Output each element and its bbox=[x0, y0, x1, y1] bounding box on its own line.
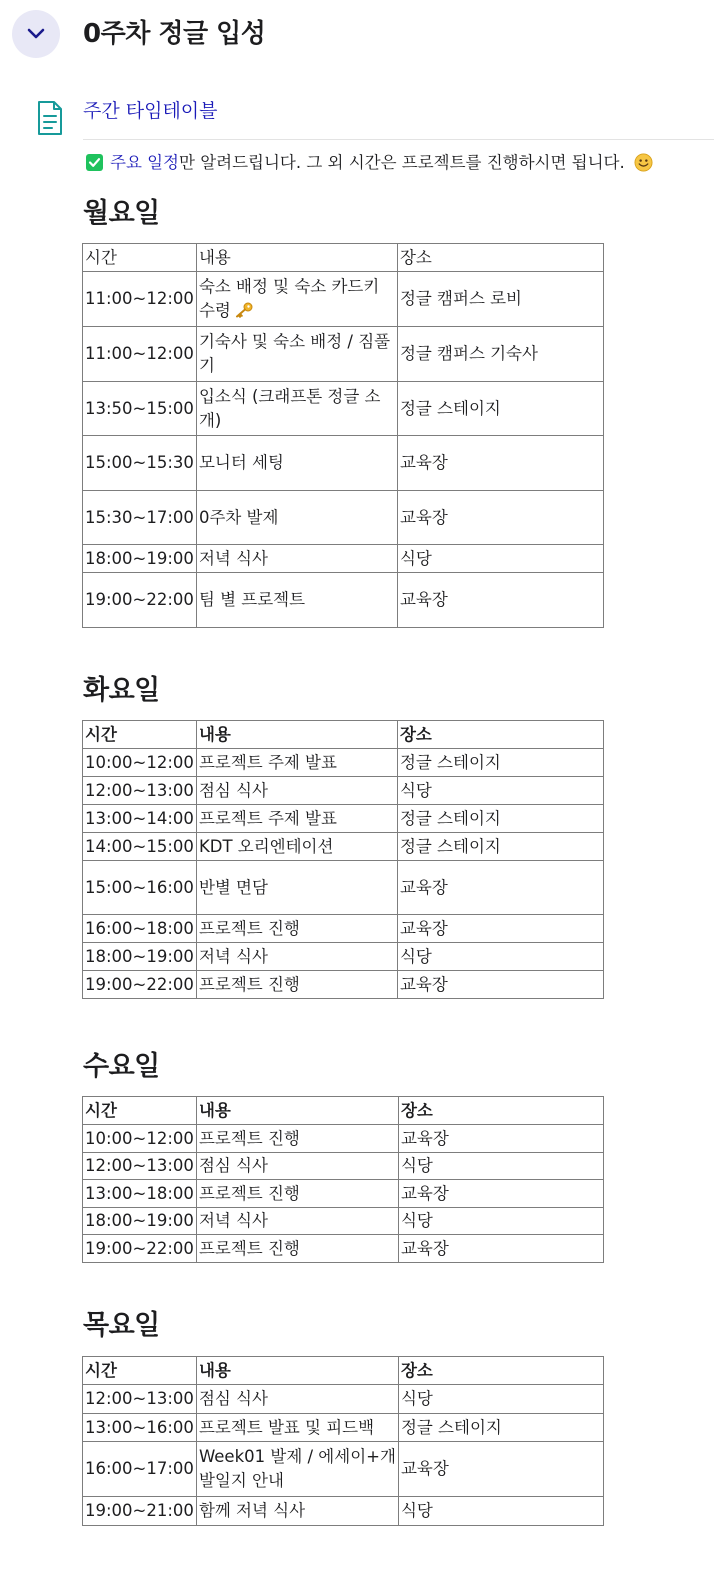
cell-time: 15:00~16:00 bbox=[83, 861, 197, 915]
cell-content: 프로젝트 발표 및 피드백 bbox=[196, 1414, 398, 1442]
key-emoji-icon bbox=[234, 302, 254, 318]
cell-place: 식당 bbox=[398, 1497, 603, 1526]
notice-text: 만 알려드립니다. 그 외 시간은 프로젝트를 진행하시면 됩니다. bbox=[179, 153, 625, 172]
cell-content: 프로젝트 진행 bbox=[196, 971, 397, 999]
cell-time: 13:00~18:00 bbox=[83, 1180, 197, 1208]
divider bbox=[83, 139, 714, 140]
table-header-row bbox=[83, 721, 604, 749]
cell-place: 교육장 bbox=[398, 1180, 603, 1208]
table-row bbox=[83, 805, 604, 833]
cell-time: 18:00~19:00 bbox=[83, 1208, 197, 1235]
table-row bbox=[83, 1385, 604, 1414]
cell-time: 12:00~13:00 bbox=[83, 1153, 197, 1180]
header-place: 장소 bbox=[397, 244, 603, 272]
table-row bbox=[83, 749, 604, 777]
page-title: 0주차 정글 입성 bbox=[83, 19, 266, 49]
cell-content: 점심 식사 bbox=[196, 777, 397, 805]
cell-place: 정글 스테이지 bbox=[398, 1414, 603, 1442]
table-row bbox=[83, 1125, 604, 1153]
table-row bbox=[83, 1414, 604, 1442]
header-time: 시간 bbox=[83, 1357, 197, 1385]
cell-time: 18:00~19:00 bbox=[83, 545, 197, 573]
cell-place: 정글 캠퍼스 기숙사 bbox=[397, 327, 603, 382]
collapse-toggle-button[interactable] bbox=[12, 10, 60, 58]
day-heading-thursday: 목요일 bbox=[83, 1310, 160, 1341]
table-row bbox=[83, 573, 604, 628]
cell-content: 저녁 식사 bbox=[196, 943, 397, 971]
cell-content: 팀 별 프로젝트 bbox=[196, 573, 397, 628]
cell-place: 정글 캠퍼스 로비 bbox=[397, 272, 603, 327]
table-row bbox=[83, 1442, 604, 1497]
header-place: 장소 bbox=[398, 1357, 603, 1385]
cell-time: 11:00~12:00 bbox=[83, 272, 197, 327]
page-header bbox=[0, 0, 714, 70]
table-row bbox=[83, 861, 604, 915]
header-time: 시간 bbox=[83, 1097, 197, 1125]
cell-place: 식당 bbox=[398, 1208, 603, 1235]
cell-place: 식당 bbox=[397, 777, 603, 805]
cell-content bbox=[196, 272, 397, 327]
smile-emoji-icon bbox=[634, 153, 653, 172]
table-header-row bbox=[83, 1097, 604, 1125]
cell-content: 함께 저녁 식사 bbox=[196, 1497, 398, 1526]
header-content: 내용 bbox=[196, 244, 397, 272]
cell-place: 교육장 bbox=[398, 1125, 603, 1153]
table-row bbox=[83, 491, 604, 545]
key-schedule-link[interactable]: 주요 일정 bbox=[110, 153, 180, 172]
table-header-row bbox=[83, 244, 604, 272]
cell-content: 프로젝트 진행 bbox=[196, 1125, 398, 1153]
checkbox-checked-icon bbox=[86, 154, 103, 171]
cell-place: 교육장 bbox=[397, 573, 603, 628]
cell-time: 10:00~12:00 bbox=[83, 749, 197, 777]
schedule-table-tuesday bbox=[82, 720, 604, 999]
cell-place: 교육장 bbox=[397, 971, 603, 999]
table-row bbox=[83, 327, 604, 382]
table-row bbox=[83, 971, 604, 999]
day-heading-monday: 월요일 bbox=[83, 198, 160, 229]
cell-place: 교육장 bbox=[397, 915, 603, 943]
cell-place: 식당 bbox=[397, 545, 603, 573]
cell-content: 저녁 식사 bbox=[196, 1208, 398, 1235]
cell-content: Week01 발제 / 에세이+개발일지 안내 bbox=[196, 1442, 398, 1497]
table-row bbox=[83, 545, 604, 573]
cell-time: 13:50~15:00 bbox=[83, 382, 197, 436]
cell-content: 반별 면담 bbox=[196, 861, 397, 915]
table-row bbox=[83, 777, 604, 805]
table-row bbox=[83, 1153, 604, 1180]
header-time: 시간 bbox=[83, 721, 197, 749]
notice-line bbox=[86, 150, 653, 176]
cell-time: 19:00~22:00 bbox=[83, 1235, 197, 1263]
cell-time: 19:00~22:00 bbox=[83, 971, 197, 999]
cell-content: KDT 오리엔테이션 bbox=[196, 833, 397, 861]
cell-place: 교육장 bbox=[397, 861, 603, 915]
table-row bbox=[83, 1180, 604, 1208]
cell-place: 식당 bbox=[397, 943, 603, 971]
schedule-table-monday bbox=[82, 243, 604, 628]
cell-place: 교육장 bbox=[398, 1442, 603, 1497]
cell-time: 12:00~13:00 bbox=[83, 1385, 197, 1414]
cell-content: 기숙사 및 숙소 배정 / 짐풀기 bbox=[196, 327, 397, 382]
cell-content: 프로젝트 진행 bbox=[196, 1235, 398, 1263]
header-content: 내용 bbox=[196, 1357, 398, 1385]
cell-time: 19:00~21:00 bbox=[83, 1497, 197, 1526]
table-row bbox=[83, 436, 604, 491]
cell-content: 프로젝트 진행 bbox=[196, 1180, 398, 1208]
day-heading-wednesday: 수요일 bbox=[83, 1051, 160, 1082]
table-row bbox=[83, 1497, 604, 1526]
cell-content: 저녁 식사 bbox=[196, 545, 397, 573]
document-icon bbox=[36, 100, 64, 136]
cell-time: 12:00~13:00 bbox=[83, 777, 197, 805]
table-row bbox=[83, 272, 604, 327]
cell-place: 교육장 bbox=[397, 436, 603, 491]
cell-content: 입소식 (크래프톤 정글 소개) bbox=[196, 382, 397, 436]
table-row bbox=[83, 943, 604, 971]
cell-content-text: 숙소 배정 및 숙소 카드키 수령 bbox=[198, 277, 380, 320]
header-content: 내용 bbox=[196, 721, 397, 749]
cell-time: 16:00~18:00 bbox=[83, 915, 197, 943]
header-content: 내용 bbox=[196, 1097, 398, 1125]
table-row bbox=[83, 915, 604, 943]
cell-content: 점심 식사 bbox=[196, 1385, 398, 1414]
table-header-row bbox=[83, 1357, 604, 1385]
cell-place: 교육장 bbox=[397, 491, 603, 545]
chevron-down-icon bbox=[26, 27, 46, 41]
cell-content: 0주차 발제 bbox=[196, 491, 397, 545]
cell-time: 13:00~16:00 bbox=[83, 1414, 197, 1442]
cell-time: 13:00~14:00 bbox=[83, 805, 197, 833]
cell-content: 프로젝트 진행 bbox=[196, 915, 397, 943]
cell-content: 프로젝트 주제 발표 bbox=[196, 749, 397, 777]
day-heading-tuesday: 화요일 bbox=[83, 675, 160, 706]
table-row bbox=[83, 833, 604, 861]
table-row bbox=[83, 382, 604, 436]
cell-place: 교육장 bbox=[398, 1235, 603, 1263]
cell-time: 15:30~17:00 bbox=[83, 491, 197, 545]
cell-place: 정글 스테이지 bbox=[397, 805, 603, 833]
cell-time: 11:00~12:00 bbox=[83, 327, 197, 382]
cell-place: 정글 스테이지 bbox=[397, 749, 603, 777]
cell-time: 18:00~19:00 bbox=[83, 943, 197, 971]
header-place: 장소 bbox=[398, 1097, 603, 1125]
schedule-table-thursday bbox=[82, 1356, 604, 1526]
timetable-doc-link[interactable]: 주간 타임테이블 bbox=[83, 100, 218, 122]
header-place: 장소 bbox=[397, 721, 603, 749]
cell-place: 정글 스테이지 bbox=[397, 833, 603, 861]
cell-time: 19:00~22:00 bbox=[83, 573, 197, 628]
cell-content: 모니터 세팅 bbox=[196, 436, 397, 491]
cell-time: 10:00~12:00 bbox=[83, 1125, 197, 1153]
cell-time: 16:00~17:00 bbox=[83, 1442, 197, 1497]
cell-place: 식당 bbox=[398, 1385, 603, 1414]
cell-time: 15:00~15:30 bbox=[83, 436, 197, 491]
schedule-table-wednesday bbox=[82, 1096, 604, 1263]
table-row bbox=[83, 1235, 604, 1263]
cell-content: 프로젝트 주제 발표 bbox=[196, 805, 397, 833]
cell-place: 정글 스테이지 bbox=[397, 382, 603, 436]
cell-content: 점심 식사 bbox=[196, 1153, 398, 1180]
table-row bbox=[83, 1208, 604, 1235]
cell-time: 14:00~15:00 bbox=[83, 833, 197, 861]
cell-place: 식당 bbox=[398, 1153, 603, 1180]
header-time: 시간 bbox=[83, 244, 197, 272]
